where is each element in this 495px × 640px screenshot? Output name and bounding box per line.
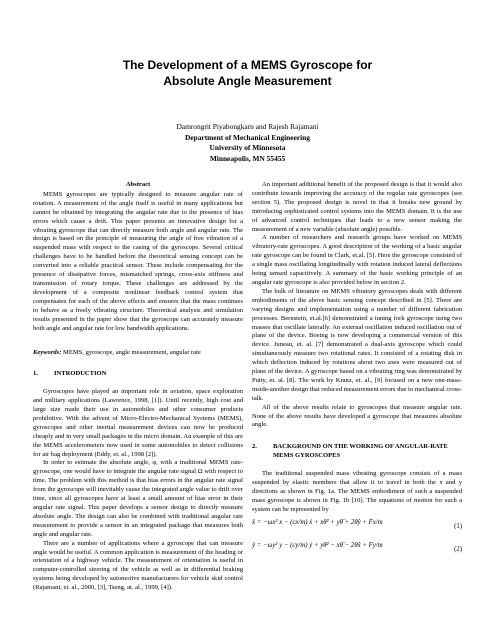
section-2-heading	[252, 443, 462, 461]
equation-2-expression: ÿ = −ωy² y − (cy/m) ẏ + yθ̇² − xθ̈ − 2θ̇ẋ + Fy/m	[252, 541, 383, 549]
author-names: Damrongrit Piyabongkarn and Rajesh Rajamani	[176, 122, 319, 131]
title-line-1: The Development of a MEMS Gyroscope for	[122, 58, 373, 72]
intro-paragraph-1: Gyroscopes have played an important role in aviation, space exploration and military applications (Lawrence, 1998, [1]). Until recently, high cost and large size made their use in automobiles and other consumer products prohibitive. With the advent of Micro-Electro-Mechanical Systems (MEMS), gyroscopes and other inertial measurement devices can now be produced cheaply and in very small packages in the micro domain. An example of this are the MEMS accelerometers now used in some automobiles to detect collisions for air bag deployment (Eddy, et. al., 1998 [2]).	[33, 388, 243, 458]
department: Department of Mechanical Engineering	[184, 132, 310, 142]
right-paragraph-3: The bulk of literature on MEMS vibratory gyroscopes deals with different embodiments of the above basic sensing concept described in [5]. There are varying designs and implementation using a number of different fabrication processes. Bernstein, et.al.[6] demonstrated a tuning fork gyroscope using two masses that oscillate laterally. An external oscillation induced oscillation out of plane of the device. Boeing is now developing a commercial version of this device. Juneau, et. al. [7] demonstrated a dual-axis gyroscope which could simultaneously measure two rotational rates. It consisted of a rotating disk in which deflection induced by rotations about two axes were measured out of plane of the device. A gyroscope based on a vibrating ring was demonstrated by Putty, et. al. [8]. The work by Kranz, et. al., [9] focused on a new one-mass-inside-another design that reduced measurement errors due to mechanical cross-talk.	[252, 287, 462, 402]
intro-paragraph-2: In order to estimate the absolute angle, φ, with a traditional MEMS rate-gyroscope, one would have to integrate the angular rate signal Ω with respect to time. The problem with this method is that bias errors in the angular rate signal from the gyroscope will inevitably cause the integrated angle value to drift over time, since all gyroscopes have at least a small amount of bias error in their angular rate signal. This paper develops a sensor design to directly measure absolute angle. The design can also be combined with traditional angular rate measurement to provide a sensor in an integrated package that measures both angle and angular rate.	[33, 459, 243, 538]
equation-1	[252, 515, 462, 538]
city: Minneapolis, MN 55455	[209, 153, 286, 163]
left-column	[33, 181, 243, 593]
keywords-text: MEMS, gyroscope, angle measurement, angular rate	[61, 349, 201, 357]
paper-title	[0, 57, 495, 89]
right-paragraph-4: All of the above results relate to gyroscopes that measure angular rate. None of the above results have developed a gyroscope that measures absolute angle.	[252, 403, 462, 429]
section-2-title: BACKGROUND ON THE WORKING OF ANGULAR-RATE MEMS GYROSCOPES	[273, 443, 448, 460]
right-column	[252, 181, 462, 561]
section-1-title: INTRODUCTION	[54, 370, 107, 378]
equation-2-number: (2)	[454, 545, 462, 553]
section-2-paragraph: The traditional suspended mass vibrating gyroscope consists of a mass suspended by elastic members that allow it to travel in both the x and y directions as shown in Fig. 1a. The MEMS embodiment of such a suspended mass gyroscope is shown in Fig. 1b [10]. The equations of motion for such a system can be represented by	[252, 470, 462, 513]
section-2-number: 2.	[252, 443, 257, 451]
keywords	[33, 349, 243, 358]
right-paragraph-2: A number of researchers and research groups have worked on MEMS vibratory-rate gyroscopes. A good description of the working of a basic angular rate gyroscope can be found in Clark, et.al. [5]. Here the gyroscope consisted of a single mass oscillating longitudinally with rotation induced lateral deflections being sensed capacitively. A summary of the basic working principle of an angular rate gyroscope is also provided below in section 2.	[252, 234, 462, 286]
keywords-label: Keywords:	[33, 349, 62, 357]
abstract-text: MEMS gyroscopes are typically designed to measure angular rate of rotation. A measurement of the angle itself is useful in many applications but cannot be obtained by integrating the angular rate due to the presence of bias errors which cause a drift. This paper presents an innovative design for a vibrating gyroscope that can directly measure both angle and angular rate. The design is based on the principle of measuring the angle of free vibration of a suspended mass with respect to the casing of the gyroscope. Several critical challenges have to be handled before the theoretical sensing concept can be converted into a reliable practical sensor. These include compensating for the presence of dissipative forces, mismatched springs, cross-axis stiffness and transmission of rotary torque. These challenges are addressed by the development of a composite nonlinear feedback control system that compensates for each of the above effects and ensures that the mass continues to behave as a freely vibrating structure. Theoretical analysis and simulation results presented in the paper show that the gyroscope can accurately measure both angle and angular rate for low bandwidth applications.	[33, 190, 243, 332]
abstract-heading: Abstract	[125, 181, 151, 188]
equation-1-number: (1)	[454, 522, 462, 530]
intro-paragraph-3: There are a number of applications where a gyroscope that can measure angle would be useful. A common application is measurement of the heading or orientation of a highway vehicle. The measurement of orientation is useful in computer-controlled steering of the vehicle as well as in differential braking systems being developed by automotive manufacturers for vehicle skid control (Rajamani, et. al., 2000, [3], Tseng, at. al., 1999, [4]).	[33, 539, 243, 592]
right-paragraph-1: An important additional benefit of the proposed design is that it would also contribute towards improving the accuracy of the regular rate gyroscopes (see section 5). The proposed design is novel in that it breaks new ground by introducing sophisticated control systems into the MEMS domain. It is the use of advanced control techniques that leads to a new sensor making the measurement of a new variable (absolute angle) possible.	[252, 181, 462, 233]
title-line-2: Absolute Angle Measurement	[163, 74, 332, 88]
equation-1-expression: ẍ = −ωx² x − (cx/m) ẋ + xθ̇² + yθ̈ + 2θ̇ẏ + Fx/m	[252, 518, 383, 526]
section-1-number: 1.	[33, 370, 38, 378]
equation-2	[252, 538, 462, 561]
university: University of Minnesota	[209, 143, 286, 152]
author-block	[0, 122, 495, 164]
section-1-heading	[33, 370, 243, 379]
